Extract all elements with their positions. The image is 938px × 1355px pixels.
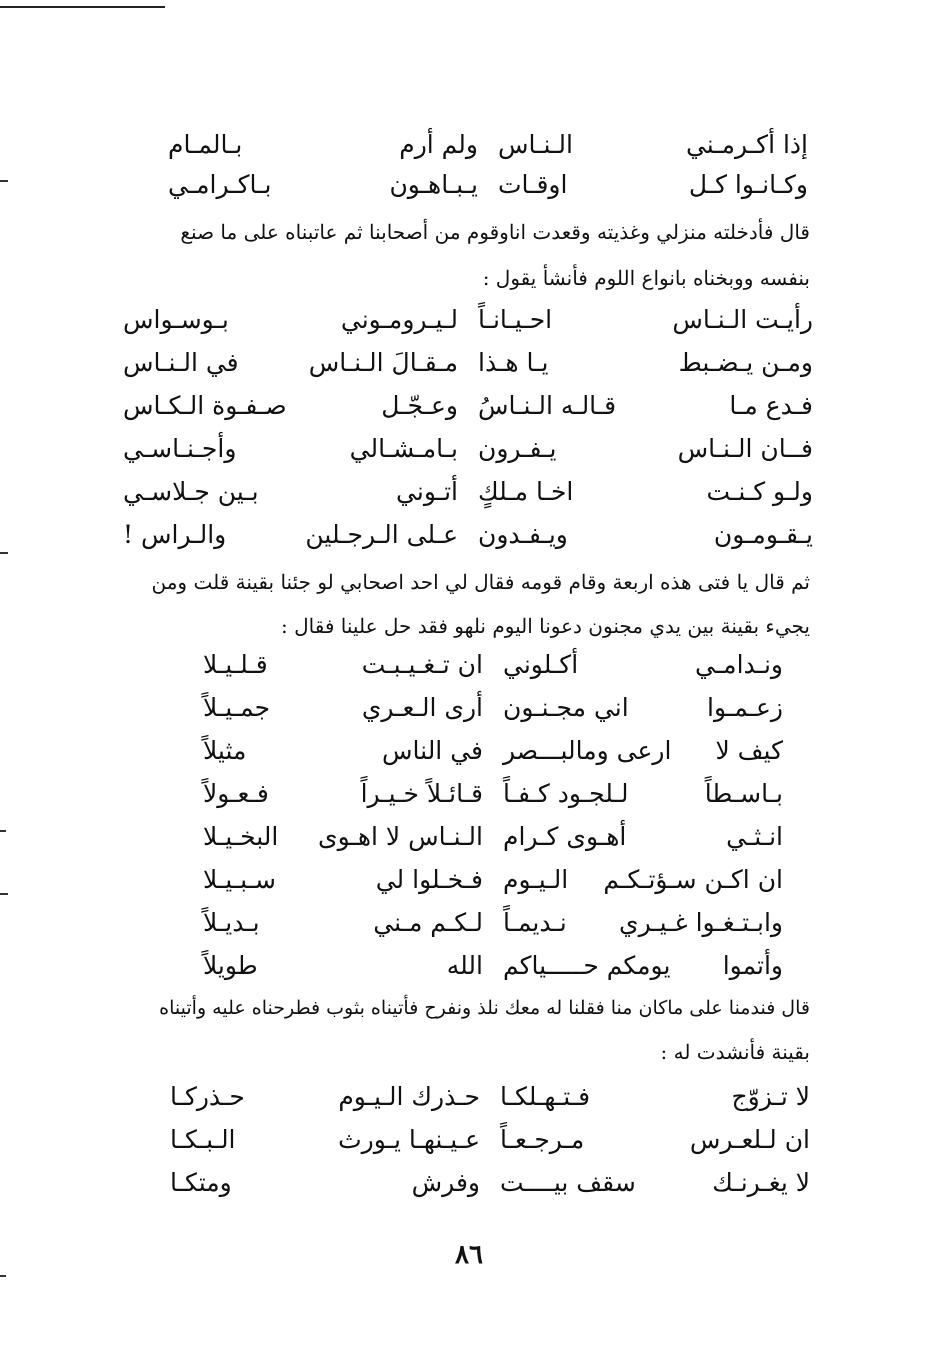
hemistich-word: كيف لا [715, 736, 783, 765]
hemistich-word: فـعـولاً [203, 779, 269, 808]
hemistich-word: مـقـالَ الـنـاس [308, 348, 458, 377]
poem2-verse-5 [123, 472, 813, 512]
poem3-verse-6 [203, 860, 783, 900]
poem2-verse-6 [123, 515, 813, 555]
poem2-verse-3 [123, 386, 813, 426]
hemistich-word: الـبـكـا [170, 1125, 236, 1154]
hemistich-word: وكـانـوا كـل [688, 170, 808, 199]
hemistich-word: زعـمـوا [707, 693, 783, 722]
hemistich-word: حـذرك الـيـوم [338, 1082, 480, 1111]
poem3-verse-4 [203, 774, 783, 814]
hemistich-word: في الـنـاس [123, 348, 239, 377]
hemistich-word: الـنـاس [498, 130, 573, 159]
hemistich-word: بـوسـواس [123, 305, 229, 334]
poem4-verse-2 [170, 1120, 810, 1160]
hemistich-word: قـائـلاً خـيـراً [360, 779, 483, 808]
hemistich-word: حـذركـا [170, 1082, 245, 1111]
hemistich-word: يـا هـذا [478, 348, 549, 377]
hemistich-word: الـنـاس لا اهـوى [318, 822, 483, 851]
poem2-verse-4 [123, 429, 813, 469]
poem1-verse-2 [168, 165, 808, 205]
hemistich-word: إذا أكـرمـني [685, 130, 808, 159]
prose-line: بنفسه ووبخناه بانواع اللوم فأنشأ يقول : [482, 266, 810, 290]
hemistich-word: سـبـيـلا [203, 865, 276, 894]
hemistich-word: قـالـه الـنـاسُ [478, 391, 617, 420]
hemistich-word: صـفـوة الـكـاس [123, 391, 287, 420]
poem1-verse-1 [168, 125, 808, 165]
poem3-verse-3 [203, 731, 783, 771]
hemistich-word: وأتموا [722, 951, 783, 980]
hemistich-word: سقف بيــــت [500, 1168, 636, 1197]
hemistich-word: عـيـنهـا يـورث [338, 1125, 480, 1154]
page-number: ٨٦ [455, 1240, 483, 1270]
hemistich-word: رأيـت الـنـاس [672, 305, 813, 334]
hemistich-word: والـراس ! [123, 520, 227, 549]
hemistich-word: ان لـلعـرس [689, 1125, 810, 1154]
hemistich-word: فـدع مـا [729, 391, 813, 420]
prose-line: ثم قال يا فتى هذه اربعة وقام قومه فقال لي احد اصحابي لو جئنا بقينة قلت ومن [151, 570, 810, 594]
hemistich-word: نـديمـاً [503, 908, 567, 937]
poem3-verse-2 [203, 688, 783, 728]
hemistich-word: بـين جـلاسـي [123, 477, 259, 506]
hemistich-word: يـقـومـون [713, 520, 813, 549]
hemistich-word: وابـتـغـوا غـيـري [619, 908, 783, 937]
hemistich-word: ان تـغـيـبـت [361, 650, 483, 679]
poem3-verse-7 [203, 903, 783, 943]
hemistich-word: أكـلوني [503, 650, 579, 679]
hemistich-word: بـامـشـالي [349, 434, 458, 463]
hemistich-word: فــان الـنـاس [677, 434, 813, 463]
hemistich-word: فـتـهـلكـا [500, 1082, 591, 1111]
poem4-verse-3 [170, 1163, 810, 1203]
poem2-verse-1 [123, 300, 813, 340]
hemistich-word: لـلجـود كـفـاً [503, 779, 629, 808]
hemistich-word: جمـيـلاً [203, 693, 271, 722]
hemistich-word: يـفـرون [478, 434, 557, 463]
hemistich-word: لا يغـرنـك [712, 1168, 810, 1197]
hemistich-word: ان اكـن سـؤتـكـم [603, 865, 783, 894]
hemistich-word: انـثـي [726, 822, 783, 851]
hemistich-word: بـديـلاً [203, 908, 260, 937]
hemistich-word: عـلى الـرجـلين [305, 520, 458, 549]
hemistich-word: لـكـم مـني [373, 908, 483, 937]
prose-line: قال فأدخلته منزلي وغذيته وقعدت اناوقوم من أصحابنا ثم عاتبناه على ما صنع [180, 220, 810, 244]
hemistich-word: وأجـنـاسـي [123, 434, 237, 463]
hemistich-word: مـرجـعـاً [500, 1125, 585, 1154]
hemistich-word: احـيـانـاً [478, 305, 553, 334]
poem4-verse-1 [170, 1077, 810, 1117]
hemistich-word: ومـن يـضـبط [678, 348, 813, 377]
hemistich-word: لـيـرومـوني [340, 305, 458, 334]
prose-line: قال فندمنا على ماكان منا فقلنا له معك نلذ ونفرح فأتيناه بثوب فطرحناه عليه وأتيناه [159, 997, 810, 1019]
hemistich-word: بـاسـطاً [704, 779, 783, 808]
hemistich-word: في الناس [382, 736, 483, 765]
hemistich-word: مثيلاً [203, 736, 247, 765]
hemistich-word: يـبـاهـون [389, 170, 478, 199]
hemistich-word: وفرش [411, 1168, 480, 1197]
hemistich-word: أرى الـعـري [361, 693, 483, 722]
hemistich-word: طويلاً [203, 951, 258, 980]
hemistich-word: أتـوني [396, 477, 458, 506]
hemistich-word: ولم أرم [399, 130, 478, 159]
hemistich-word: أهـوى كـرام [503, 822, 627, 851]
hemistich-word: ومتكـا [170, 1168, 232, 1197]
hemistich-word: قـلـيـلا [203, 650, 268, 679]
hemistich-word: يومكم حـــــياكم [503, 951, 671, 980]
prose-line: بقينة فأنشدت له : [660, 1040, 810, 1064]
hemistich-word: ولـو كـنـت [706, 477, 813, 506]
hemistich-word: ويـفـدون [478, 520, 568, 549]
hemistich-word: البخـيـلا [203, 822, 279, 851]
poem3-verse-5 [203, 817, 783, 857]
hemistich-word: بـالمـام [168, 130, 243, 159]
hemistich-word: وعـجّـل [381, 391, 458, 420]
hemistich-word: ونـدامـي [695, 650, 783, 679]
poem3-verse-1 [203, 645, 783, 685]
poem2-verse-2 [123, 343, 813, 383]
prose-line: يجيء بقينة بين يدي مجنون دعونا اليوم نلهو فقد حل علينا فقال : [281, 614, 810, 638]
hemistich-word: اخـا مـلكٍ [478, 477, 574, 506]
hemistich-word: فـخـلوا لي [375, 865, 483, 894]
hemistich-word: الـيـوم [503, 865, 569, 894]
poem3-verse-8 [203, 946, 783, 986]
hemistich-word: بـاكـرامـي [168, 170, 272, 199]
hemistich-word: ارعى ومالبـــصر [503, 736, 672, 765]
hemistich-word: اني مجـنـون [503, 693, 629, 722]
hemistich-word: لا تـزوّج [731, 1082, 810, 1111]
hemistich-word: اوقـات [498, 170, 568, 199]
hemistich-word: الله [446, 951, 483, 980]
